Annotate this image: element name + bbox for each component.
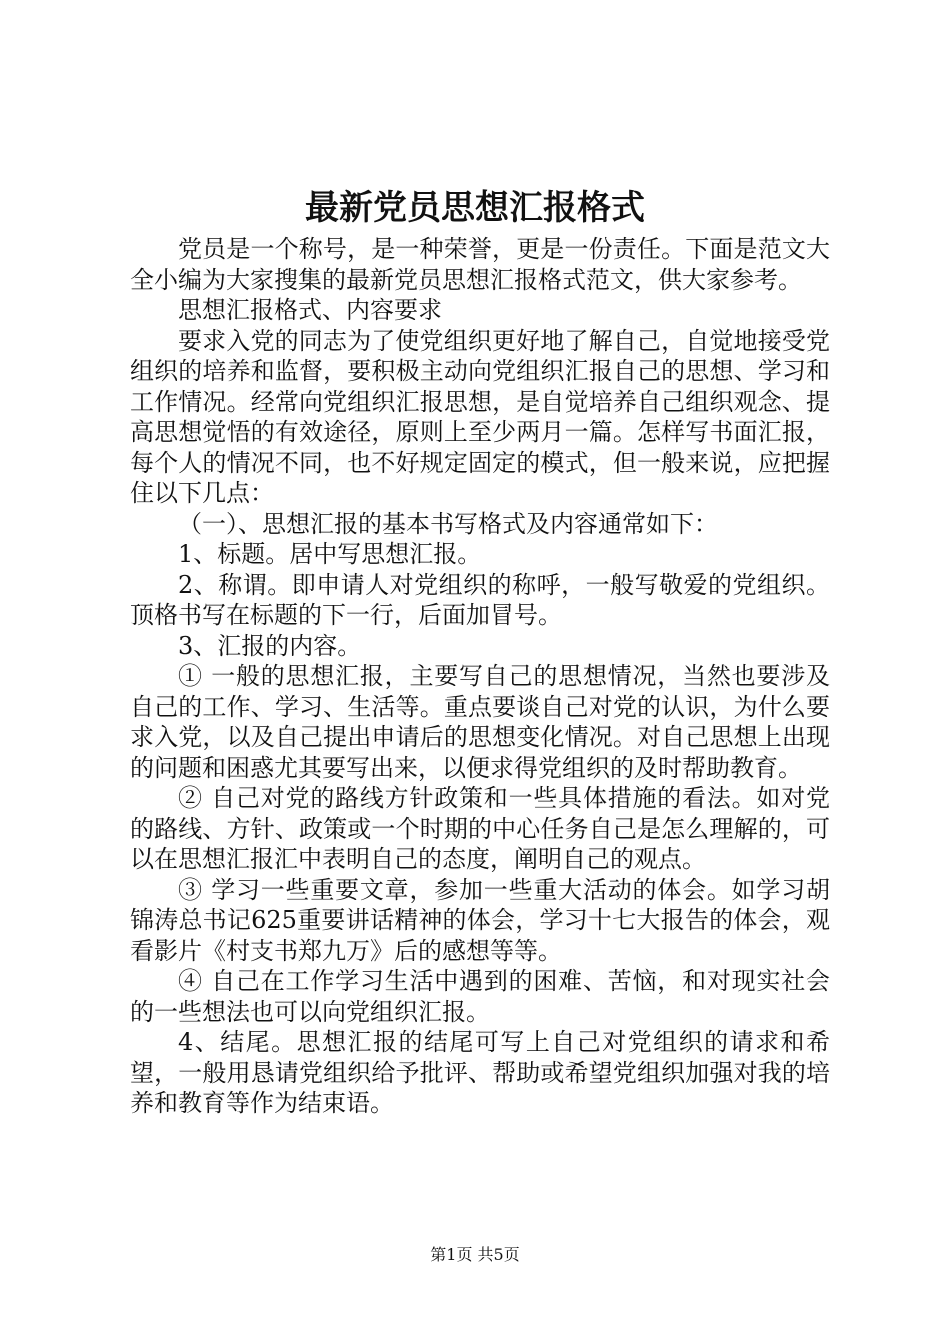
paragraph-content-point-4: ④ 自己在工作学习生活中遇到的困难、苦恼，和对现实社会的一些想法也可以向党组织汇报。 [130, 967, 830, 1026]
paragraph-content-point-1: ① 一般的思想汇报，主要写自己的思想情况，当然也要涉及自己的工作、学习、生活等。重点要谈自己对党的认识，为什么要求入党，以及自己提出申请后的思想变化情况。对自己思想上出现的问题和困惑尤其要写出来，以便求得党组织的及时帮助教育。 [130, 662, 830, 782]
page-title: 最新党员思想汇报格式 [305, 188, 645, 228]
paragraph-requirements: 要求入党的同志为了使党组织更好地了解自己，自觉地接受党组织的培养和监督，要积极主动向党组织汇报自己的思想、学习和工作情况。经常向党组织汇报思想，是自觉培养自己组织观念、提高思想觉悟的有效途径，原则上至少两月一篇。怎样写书面汇报，每个人的情况不同，也不好规定固定的模式，但一般来说，应把握住以下几点： [130, 326, 830, 507]
paragraph-format-heading: （一）、思想汇报的基本书写格式及内容通常如下： [178, 509, 718, 538]
paragraph-item-ending: 4、结尾。思想汇报的结尾可写上自己对党组织的请求和希望，一般用恳请党组织给予批评、帮助或希望党组织加强对我的培养和教育等作为结束语。 [130, 1028, 830, 1117]
page-footer: 第1页 共5页 [430, 1245, 520, 1264]
paragraph-item-title: 1、标题。居中写思想汇报。 [178, 540, 482, 568]
paragraph-intro: 党员是一个称号，是一种荣誉，更是一份责任。下面是范文大全小编为大家搜集的最新党员思想汇报格式范文，供大家参考。 [130, 235, 830, 294]
paragraph-item-content: 3、汇报的内容。 [178, 631, 362, 660]
document-body [130, 234, 830, 1119]
paragraph-section-heading: 思想汇报格式、内容要求 [178, 296, 442, 324]
paragraph-item-salutation: 2、称谓。即申请人对党组织的称呼，一般写敬爱的党组织。顶格书写在标题的下一行，后面加冒号。 [130, 570, 830, 629]
paragraph-content-point-3: ③ 学习一些重要文章，参加一些重大活动的体会。如学习胡锦涛总书记625重要讲话精神的体会，学习十七大报告的体会，观看影片《村支书郑九万》后的感想等等。 [130, 875, 830, 965]
paragraph-content-point-2: ② 自己对党的路线方针政策和一些具体措施的看法。如对党的路线、方针、政策或一个时期的中心任务自己是怎么理解的，可以在思想汇报汇中表明自己的态度，阐明自己的观点。 [130, 784, 830, 873]
